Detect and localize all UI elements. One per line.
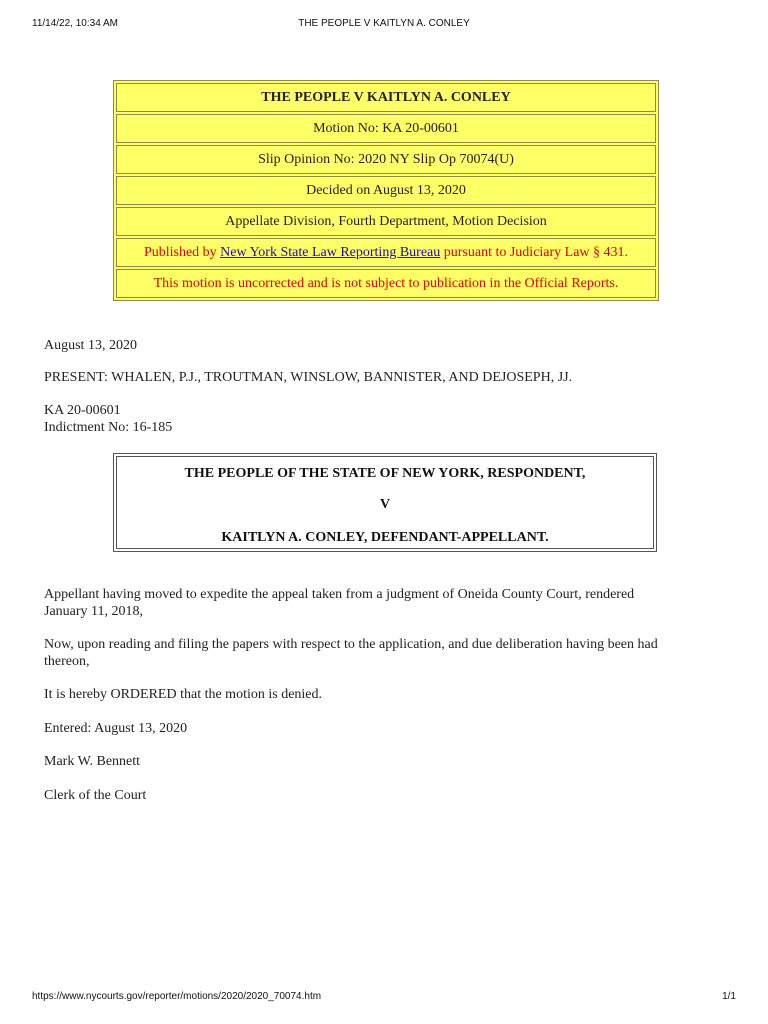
print-datetime: 11/14/22, 10:34 AM bbox=[32, 18, 118, 29]
indictment-number: Indictment No: 16-185 bbox=[44, 420, 173, 435]
print-url: https://www.nycourts.gov/reporter/motions/2020/2020_70074.htm bbox=[32, 991, 322, 1002]
motion-paragraph-line-2: January 11, 2018, bbox=[44, 604, 144, 619]
law-reporting-bureau-link[interactable]: New York State Law Reporting Bureau bbox=[220, 244, 441, 260]
entered-date: Entered: August 13, 2020 bbox=[44, 721, 188, 736]
clerk-title: Clerk of the Court bbox=[44, 788, 147, 803]
print-footer bbox=[0, 991, 768, 1005]
clerk-name: Mark W. Bennett bbox=[44, 754, 141, 769]
uncorrected-notice: This motion is uncorrected and is not subject to publication in the Official Reports. bbox=[116, 269, 656, 298]
slip-opinion-number: Slip Opinion No: 2020 NY Slip Op 70074(U) bbox=[116, 145, 656, 174]
reading-paragraph-line-1: Now, upon reading and filing the papers with respect to the application, and due deliberation having been had bbox=[44, 637, 658, 652]
decision-date: Decided on August 13, 2020 bbox=[116, 176, 656, 205]
appellant-line: KAITLYN A. CONLEY, DEFENDANT-APPELLANT. bbox=[221, 530, 549, 545]
respondent-line: THE PEOPLE OF THE STATE OF NEW YORK, RESPONDENT, bbox=[184, 466, 586, 481]
motion-paragraph-line-1: Appellant having moved to expedite the appeal taken from a judgment of Oneida County Court, rendered bbox=[44, 587, 635, 602]
parties-box bbox=[113, 453, 657, 552]
docket-number: KA 20-00601 bbox=[44, 403, 121, 418]
published-prefix: Published by bbox=[143, 244, 221, 260]
present-justices: PRESENT: WHALEN, P.J., TROUTMAN, WINSLOW, BANNISTER, AND DEJOSEPH, JJ. bbox=[44, 370, 573, 385]
print-title: THE PEOPLE V KAITLYN A. CONLEY bbox=[298, 18, 470, 29]
case-info-box bbox=[113, 80, 659, 301]
order-text: It is hereby ORDERED that the motion is denied. bbox=[44, 687, 323, 702]
case-title: THE PEOPLE V KAITLYN A. CONLEY bbox=[116, 83, 656, 112]
published-suffix: pursuant to Judiciary Law § 431. bbox=[440, 244, 629, 260]
print-page-number: 1/1 bbox=[722, 991, 736, 1002]
motion-number: Motion No: KA 20-00601 bbox=[116, 114, 656, 143]
decision-date-line: August 13, 2020 bbox=[44, 338, 137, 353]
reading-paragraph-line-2: thereon, bbox=[44, 654, 90, 669]
versus-line: V bbox=[379, 497, 391, 512]
print-header bbox=[0, 18, 768, 32]
court-name: Appellate Division, Fourth Department, Motion Decision bbox=[116, 207, 656, 236]
published-notice bbox=[116, 238, 656, 267]
